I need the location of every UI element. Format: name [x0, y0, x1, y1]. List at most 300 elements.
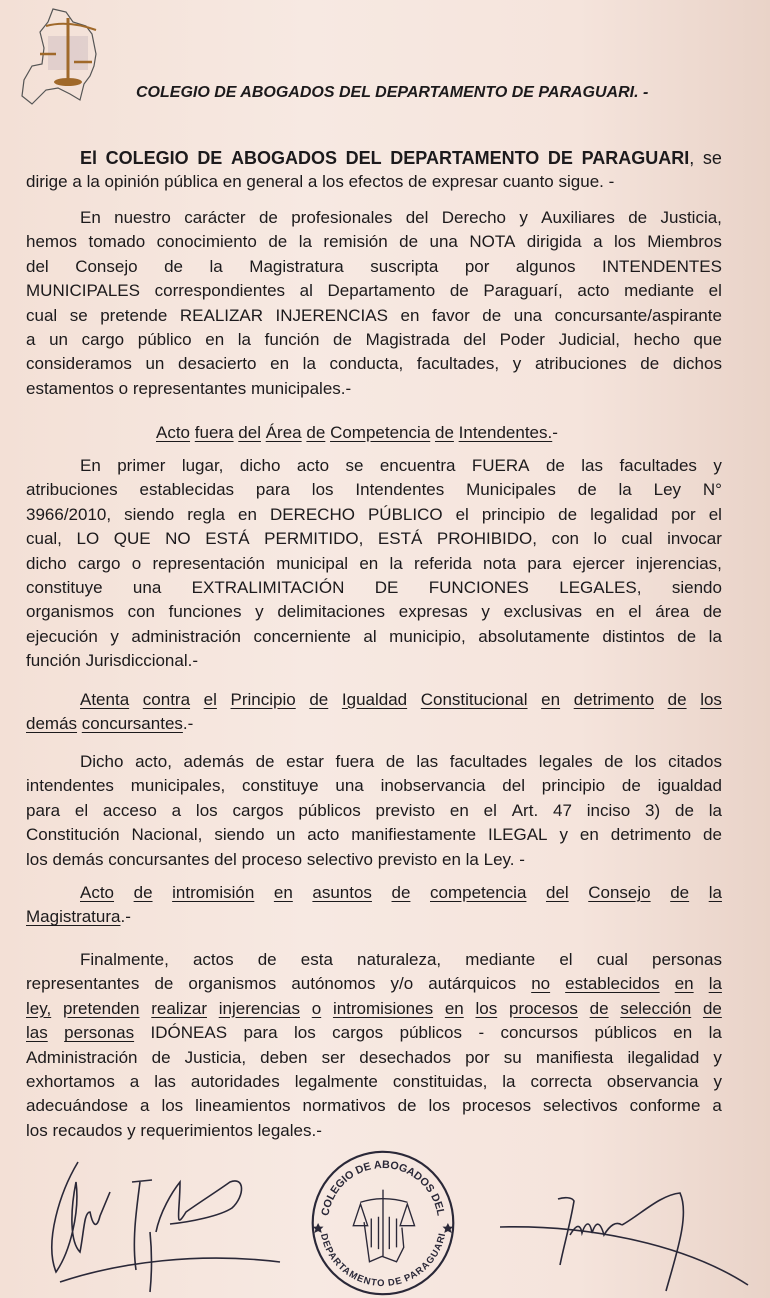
text-fragment: un	[145, 354, 165, 374]
text-word	[445, 997, 464, 1021]
text-word	[398, 1094, 417, 1118]
text-fragment: Magistratura	[249, 256, 344, 276]
text-fragment: un	[49, 329, 68, 349]
text-word	[240, 454, 281, 478]
text-fragment: autónomos	[291, 974, 376, 994]
text-word	[596, 600, 615, 624]
text-word	[156, 421, 190, 445]
text-word	[658, 774, 722, 798]
text-fragment: de	[399, 232, 419, 252]
text-word	[270, 352, 289, 376]
text-word	[645, 799, 660, 823]
text-word	[242, 848, 302, 872]
text-word	[465, 1046, 490, 1070]
text-fragment: representación	[152, 553, 265, 573]
text-word	[172, 881, 254, 905]
text-fragment: municipal	[276, 553, 349, 573]
text-word	[368, 503, 443, 527]
text-fragment: manifiestamente	[351, 825, 477, 845]
text-word	[349, 170, 404, 194]
underlined-text: asuntos	[312, 883, 372, 902]
text-word	[312, 997, 321, 1021]
text-word	[359, 552, 378, 576]
text-word	[184, 206, 245, 230]
text-line	[26, 279, 722, 303]
text-fragment: para	[255, 480, 290, 500]
text-fragment: suscripta	[370, 256, 439, 276]
text-word	[259, 206, 278, 230]
text-fragment: -	[608, 172, 615, 192]
text-fragment: constituye	[242, 776, 319, 796]
text-word	[703, 997, 722, 1021]
text-fragment: los	[311, 480, 334, 500]
text-word	[481, 600, 490, 624]
text-fragment: de	[333, 329, 352, 349]
text-word	[276, 304, 388, 328]
text-word	[488, 823, 548, 847]
text-word	[703, 478, 722, 502]
text-word	[265, 328, 320, 352]
text-line	[26, 712, 722, 736]
text-fragment: en	[400, 305, 420, 325]
text-word	[72, 170, 81, 194]
text-fragment: favor	[431, 305, 470, 325]
text-fragment: hemos	[26, 232, 78, 252]
underlined-text: realizar	[151, 998, 207, 1018]
text-word	[291, 206, 392, 230]
text-word	[700, 688, 722, 712]
text-word	[519, 848, 525, 872]
text-word	[231, 146, 337, 170]
text-word	[78, 552, 121, 576]
text-word	[634, 328, 680, 352]
text-word	[709, 625, 722, 649]
text-fragment: de	[385, 752, 405, 771]
text-fragment: de	[675, 800, 694, 820]
text-fragment: previsto	[377, 849, 438, 869]
text-fragment: del	[405, 208, 429, 227]
text-word	[375, 576, 399, 600]
underlined-text: de	[589, 998, 609, 1018]
text-word	[712, 1094, 721, 1118]
underlined-text: Consejo	[588, 883, 651, 902]
paragraph	[26, 454, 722, 674]
text-fragment: procesos	[462, 1096, 532, 1116]
text-fragment: el	[74, 800, 89, 820]
text-word	[26, 600, 114, 624]
text-word	[713, 454, 722, 478]
text-line	[26, 527, 722, 551]
text-word	[298, 799, 360, 823]
text-word	[366, 328, 450, 352]
text-fragment: dicho	[239, 456, 281, 475]
text-fragment: mediante	[624, 281, 695, 301]
underlined-text: Acto	[80, 883, 115, 902]
text-fragment: observancia	[606, 1071, 699, 1091]
text-fragment: el	[628, 602, 642, 622]
text-fragment: Justicia,	[660, 208, 722, 227]
text-word	[26, 1021, 48, 1045]
text-line	[26, 625, 722, 649]
text-fragment: las	[581, 456, 604, 475]
text-line	[26, 774, 722, 798]
text-fragment: nuestro	[114, 208, 171, 227]
underlined-text: Acto	[156, 423, 191, 442]
underlined-text: del	[238, 423, 261, 442]
text-word	[64, 1021, 134, 1045]
text-word	[80, 948, 169, 972]
text-fragment: Judicial,	[558, 329, 620, 349]
text-fragment: Paraguarí,	[483, 281, 563, 301]
text-fragment: a	[26, 329, 36, 349]
text-word	[559, 948, 572, 972]
text-fragment: Miembros	[647, 232, 722, 252]
text-word	[195, 1094, 290, 1118]
text-word	[621, 527, 652, 551]
text-fragment: dichos	[672, 354, 722, 374]
text-word	[546, 454, 565, 478]
text-fragment: 3966/2010,	[26, 504, 112, 524]
text-word	[466, 848, 479, 872]
text-fragment: correcta	[530, 1071, 592, 1091]
text-fragment: ser	[321, 1047, 346, 1067]
text-word	[671, 503, 696, 527]
text-word	[63, 997, 140, 1021]
text-word	[527, 230, 582, 254]
text-fragment: al	[299, 281, 313, 301]
text-fragment: para	[26, 800, 61, 820]
text-word	[594, 527, 607, 551]
text-word	[450, 799, 469, 823]
text-fragment: general	[246, 172, 304, 192]
text-fragment: los	[614, 232, 636, 252]
underlined-text: detrimento	[573, 690, 655, 709]
text-word	[76, 527, 99, 551]
text-fragment: exhortamos	[26, 1071, 115, 1091]
text-fragment: los	[26, 1120, 48, 1140]
text-fragment: citados	[668, 752, 722, 771]
underlined-text: de	[391, 883, 411, 902]
text-fragment: municipales.-	[251, 378, 352, 398]
text-word	[390, 146, 539, 170]
text-word	[611, 823, 691, 847]
signature-left	[40, 1152, 300, 1297]
text-fragment: en	[238, 504, 257, 524]
text-word	[238, 328, 251, 352]
underlined-text: de	[309, 690, 329, 709]
text-fragment: concursos	[500, 1023, 579, 1043]
text-word	[332, 1021, 383, 1045]
text-word	[80, 881, 114, 905]
underlined-text: Intendentes.	[458, 423, 553, 442]
text-fragment: COLEGIO	[105, 148, 189, 168]
text-fragment: ILEGAL	[487, 825, 548, 845]
text-word	[322, 1046, 346, 1070]
text-fragment: demás	[52, 849, 104, 869]
text-word	[577, 279, 609, 303]
text-word	[256, 750, 275, 774]
text-line	[156, 421, 722, 445]
text-fragment: para	[243, 1023, 278, 1043]
text-fragment: acto	[577, 281, 610, 301]
text-word	[593, 230, 602, 254]
text-word	[214, 848, 237, 872]
text-word	[472, 454, 530, 478]
underlined-text: Igualdad	[341, 690, 408, 709]
text-fragment: dicho	[26, 553, 67, 573]
text-fragment: se	[69, 305, 88, 325]
text-word	[258, 948, 277, 972]
text-fragment: de	[268, 232, 288, 252]
text-word	[677, 625, 696, 649]
text-fragment: facultades	[619, 456, 697, 475]
text-word	[274, 881, 293, 905]
text-fragment: Art.	[511, 800, 539, 820]
underlined-text: de	[702, 998, 722, 1018]
text-fragment: las	[416, 752, 439, 771]
text-fragment: por	[465, 1047, 490, 1067]
text-word	[295, 1070, 378, 1094]
text-word	[475, 997, 497, 1021]
section-heading	[26, 688, 722, 737]
text-word	[587, 799, 630, 823]
text-word	[131, 625, 241, 649]
underlined-text: Competencia	[330, 423, 431, 442]
text-fragment: QUE	[113, 529, 151, 549]
text-fragment: selectivos	[543, 1096, 618, 1116]
text-word	[558, 503, 577, 527]
text-line	[26, 503, 722, 527]
text-word	[26, 527, 62, 551]
text-word	[462, 1094, 531, 1118]
text-fragment: LO	[76, 529, 100, 549]
text-word	[652, 948, 722, 972]
text-fragment: DEPARTAMENTO	[390, 148, 540, 168]
text-fragment: primer	[117, 456, 166, 475]
text-word	[26, 503, 111, 527]
text-word	[504, 600, 582, 624]
text-word	[429, 576, 529, 600]
text-fragment: y/o	[390, 974, 414, 994]
text-word	[469, 230, 515, 254]
text-word	[399, 600, 468, 624]
text-fragment: INTENDENTES	[602, 256, 722, 276]
text-fragment: regla	[187, 504, 226, 524]
text-fragment: al	[363, 626, 377, 646]
text-word	[370, 255, 438, 279]
text-word	[512, 799, 538, 823]
text-word	[582, 146, 695, 170]
text-fragment: consideramos	[26, 354, 132, 374]
text-fragment: del	[502, 776, 525, 796]
text-word	[514, 304, 542, 328]
text-word	[151, 997, 207, 1021]
signature-right	[500, 1185, 750, 1295]
text-word	[205, 527, 249, 551]
text-fragment: área	[655, 602, 690, 622]
underlined-text: en	[444, 998, 464, 1018]
text-word	[501, 1021, 578, 1045]
text-fragment: principio	[481, 504, 546, 524]
text-word	[408, 170, 427, 194]
text-fragment: de	[255, 752, 275, 771]
text-word	[26, 576, 103, 600]
text-word	[406, 206, 429, 230]
text-fragment: y	[481, 602, 490, 622]
text-word	[327, 279, 435, 303]
text-fragment: facultades,	[416, 354, 500, 374]
underlined-text: de	[133, 883, 153, 902]
text-word	[541, 206, 615, 230]
text-fragment: ,	[689, 148, 695, 168]
text-word	[667, 527, 722, 551]
text-word	[355, 478, 444, 502]
underlined-text: la	[708, 883, 722, 902]
text-word	[542, 774, 605, 798]
text-line	[26, 688, 722, 712]
text-fragment: Consejo	[75, 256, 138, 276]
text-fragment: se	[702, 148, 722, 168]
text-word	[552, 527, 579, 551]
text-fragment: a	[72, 172, 82, 192]
text-fragment: cual	[596, 950, 628, 969]
text-word	[630, 1094, 701, 1118]
text-fragment: mediante	[465, 950, 536, 969]
text-word	[192, 576, 345, 600]
text-line	[26, 649, 722, 673]
text-fragment: a	[140, 1096, 150, 1116]
text-word	[647, 230, 722, 254]
text-word	[100, 304, 167, 328]
text-fragment: representantes	[132, 378, 247, 398]
text-fragment: a	[129, 1071, 140, 1091]
text-word	[132, 552, 141, 576]
text-fragment: organismos	[188, 974, 277, 994]
text-fragment: ejercer	[572, 553, 625, 573]
text-word	[655, 600, 689, 624]
text-word	[389, 625, 466, 649]
text-word	[26, 279, 140, 303]
paragraph	[26, 750, 722, 872]
text-fragment: IDÓNEAS	[150, 1023, 228, 1043]
text-word	[312, 881, 372, 905]
text-word	[670, 881, 689, 905]
text-word	[442, 206, 506, 230]
text-word	[300, 279, 313, 303]
text-word	[80, 206, 101, 230]
text-word	[503, 170, 554, 194]
text-word	[26, 230, 77, 254]
text-fragment: acceso	[102, 800, 157, 820]
text-fragment: organismos	[26, 602, 114, 622]
text-word	[604, 750, 623, 774]
text-word	[187, 503, 225, 527]
text-word	[26, 625, 98, 649]
text-word	[297, 454, 329, 478]
text-fragment: cual	[621, 529, 653, 549]
text-word	[478, 1021, 484, 1045]
text-fragment: la	[465, 849, 479, 869]
text-word	[539, 750, 593, 774]
text-fragment: de	[703, 825, 722, 845]
text-line	[26, 823, 722, 847]
text-word	[574, 688, 654, 712]
text-word	[82, 712, 194, 736]
text-word	[450, 279, 469, 303]
text-fragment: la	[708, 800, 722, 820]
text-word	[223, 170, 242, 194]
text-word	[143, 688, 190, 712]
text-word	[573, 552, 625, 576]
text-word	[504, 1046, 522, 1070]
text-fragment: estamentos	[26, 378, 114, 398]
text-word	[345, 454, 363, 478]
text-word	[430, 230, 458, 254]
underlined-text: las	[26, 1023, 48, 1043]
text-fragment: desechados	[359, 1047, 451, 1067]
text-fragment: de	[558, 504, 578, 524]
text-word	[193, 948, 234, 972]
text-word	[597, 948, 628, 972]
text-word	[26, 328, 35, 352]
text-word	[357, 948, 441, 972]
text-word	[483, 279, 562, 303]
text-line	[26, 799, 722, 823]
text-word	[232, 799, 283, 823]
text-word	[609, 170, 615, 194]
text-word	[673, 1021, 692, 1045]
text-word	[172, 799, 181, 823]
text-fragment: para	[527, 553, 562, 573]
text-word	[465, 255, 490, 279]
text-word	[386, 750, 405, 774]
underlined-text: intromisión	[172, 883, 255, 902]
text-word	[196, 799, 218, 823]
text-fragment: encuentra	[379, 456, 456, 475]
text-line	[26, 255, 722, 279]
text-word	[322, 170, 344, 194]
text-word	[709, 1021, 722, 1045]
text-fragment: estar	[286, 752, 324, 771]
text-fragment: DE	[197, 148, 223, 168]
text-fragment: nota	[482, 553, 517, 573]
text-word	[238, 421, 261, 445]
text-fragment: desacierto	[178, 354, 257, 374]
text-fragment: Finalmente,	[80, 950, 169, 969]
underlined-text: en	[273, 883, 293, 902]
text-word	[463, 328, 486, 352]
text-word	[694, 328, 722, 352]
text-word	[254, 625, 351, 649]
text-word	[52, 848, 103, 872]
text-fragment: función	[264, 329, 320, 349]
text-fragment: efectos	[348, 172, 404, 192]
text-word	[105, 170, 160, 194]
text-fragment: Ley.	[483, 849, 515, 869]
text-word	[308, 170, 317, 194]
text-word	[581, 454, 603, 478]
text-word	[346, 146, 382, 170]
text-fragment: ESTÁ	[377, 529, 423, 549]
text-word	[414, 552, 472, 576]
text-word	[178, 352, 256, 376]
text-word	[333, 328, 352, 352]
text-word	[602, 625, 664, 649]
text-word	[26, 799, 60, 823]
text-word	[299, 230, 312, 254]
text-word	[428, 972, 516, 996]
underlined-text: de	[434, 423, 454, 442]
